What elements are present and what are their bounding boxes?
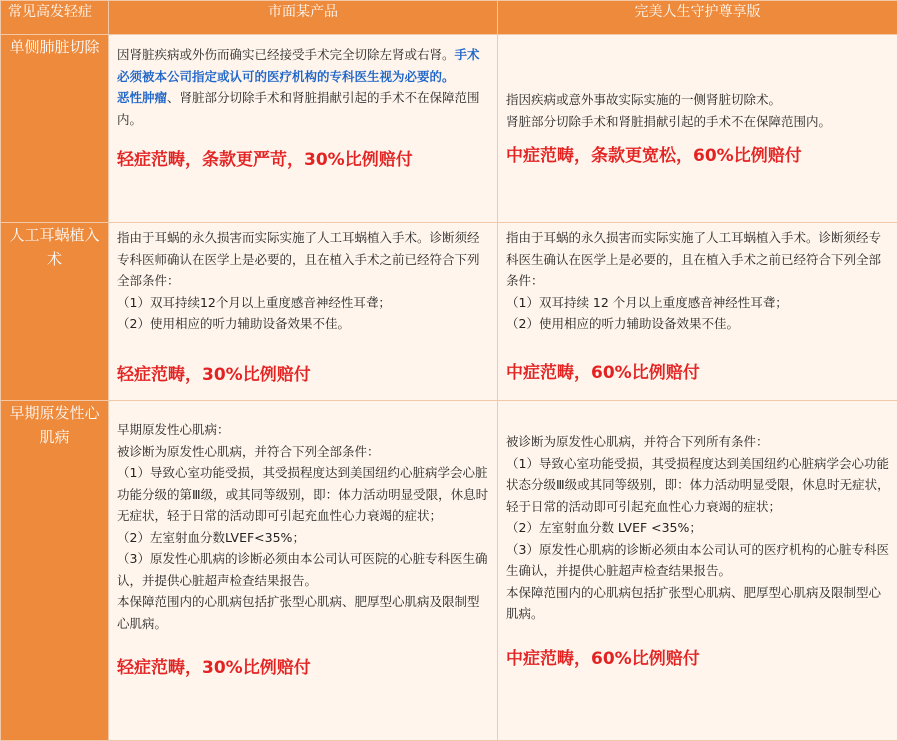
scope-note: 本保障范围内的心肌病包括扩张型心肌病、肥厚型心肌病及限制型心肌病。: [117, 591, 491, 634]
condition-item: （2）左室射血分数 LVEF <35%；: [506, 517, 891, 539]
condition-item: （1）双耳持续12个月以上重度感音神经性耳聋；: [117, 292, 491, 314]
condition-item: （1）双耳持续 12 个月以上重度感音神经性耳聋；: [506, 292, 891, 314]
table-row: [1, 223, 897, 401]
claim-summary: 中症范畴，条款更宽松，60%比例赔付: [506, 144, 891, 168]
row-label-cochlear: 人工耳蜗植入术: [1, 223, 109, 401]
row-label-cardiomyopathy: 早期原发性心肌病: [1, 401, 109, 741]
condition-item: （2）左室射血分数LVEF<35%；: [117, 527, 491, 549]
text-line: 肾脏部分切除手术和肾脏捐献引起的手术不在保障范围内。: [506, 111, 891, 133]
paragraph: [117, 44, 491, 87]
market-terms-cardiomyopathy: [109, 401, 498, 741]
text-line: 早期原发性心肌病：: [117, 419, 491, 441]
paragraph: [117, 87, 491, 130]
condition-item: （3）原发性心肌病的诊断必须由本公司认可医院的心脏专科医生确认，并提供心脏超声检查结果报告。: [117, 548, 491, 591]
condition-item: （2）使用相应的听力辅助设备效果不佳。: [506, 313, 891, 335]
market-terms-kidney: [109, 35, 498, 223]
claim-summary: 中症范畴，60%比例赔付: [506, 647, 891, 671]
text: 因肾脏疾病或外伤而确实已经接受手术完全切除左肾或右肾。: [117, 47, 455, 62]
perfect-terms-kidney: [498, 35, 897, 223]
text-paragraph: 指由于耳蜗的永久损害而实际实施了人工耳蜗植入手术。诊断须经专科医生确认在医学上是必要的，且在植入手术之前已经符合下列全部条件：: [506, 227, 891, 292]
perfect-terms-cochlear: [498, 223, 897, 401]
condition-item: （1）导致心室功能受损，其受损程度达到美国纽约心脏病学会心脏功能分级的第Ⅲ级，或其同等级别，即：体力活动明显受限，休息时无症状，轻于日常的活动即可引起充血性心力衰竭的症状；: [117, 462, 491, 527]
text-line: 指因疾病或意外事故实际实施的一侧肾脏切除术。: [506, 89, 891, 111]
text-paragraph: 指由于耳蜗的永久损害而实际实施了人工耳蜗植入手术。诊断须经专科医师确认在医学上是必要的，且在植入手术之前已经符合下列全部条件：: [117, 227, 491, 292]
text: 、肾脏部分切除手术和肾脏捐献引起的手术不在保障范围内。: [117, 90, 480, 127]
row-label-kidney: 单侧肺脏切除: [1, 35, 109, 223]
claim-summary: 中症范畴，60%比例赔付: [506, 361, 891, 385]
emphasis-text: 手术必须被本公司指定或认可的医疗机构的专科医生视为必要的。: [117, 47, 480, 84]
header-disease: 常见高发轻症: [1, 1, 109, 35]
claim-summary: 轻症范畴，30%比例赔付: [117, 656, 491, 680]
table-row: [1, 401, 897, 741]
scope-note: 本保障范围内的心肌病包括扩张型心肌病、肥厚型心肌病及限制型心肌病。: [506, 582, 891, 625]
claim-summary: 轻症范畴，30%比例赔付: [117, 363, 491, 387]
header-perfect-life: 完美人生守护尊享版: [498, 1, 897, 35]
header-market-product: 市面某产品: [109, 1, 498, 35]
condition-item: （3）原发性心肌病的诊断必须由本公司认可的医疗机构的心脏专科医生确认，并提供心脏超声检查结果报告。: [506, 539, 891, 582]
text-line: 被诊断为原发性心肌病，并符合下列所有条件：: [506, 431, 891, 453]
condition-item: （1）导致心室功能受损，其受损程度达到美国纽约心脏病学会心功能状态分级Ⅲ级或其同等级别，即：体力活动明显受限，休息时无症状，轻于日常的活动即可引起充血性心力衰竭的症状；: [506, 453, 891, 518]
condition-item: （2）使用相应的听力辅助设备效果不佳。: [117, 313, 491, 335]
perfect-terms-cardiomyopathy: [498, 401, 897, 741]
emphasis-text: 恶性肿瘤: [117, 90, 167, 105]
market-terms-cochlear: [109, 223, 498, 401]
claim-summary: 轻症范畴，条款更严苛，30%比例赔付: [117, 148, 491, 172]
table-row: [1, 35, 897, 223]
text-line: 被诊断为原发性心肌病，并符合下列全部条件：: [117, 441, 491, 463]
header-row: [1, 1, 897, 35]
